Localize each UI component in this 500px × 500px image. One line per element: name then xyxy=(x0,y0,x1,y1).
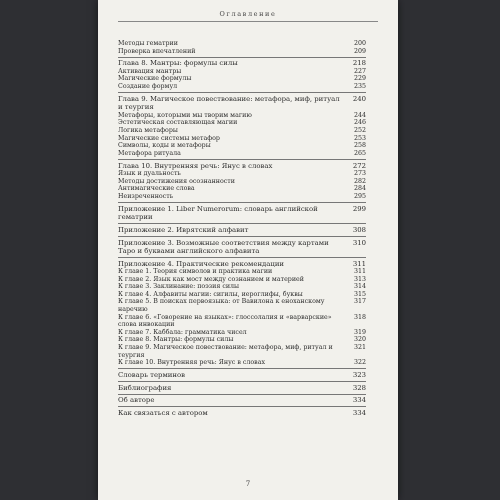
toc-entry-title: Приложение 4. Практические рекомендации xyxy=(118,259,285,268)
header-rule xyxy=(118,21,378,22)
toc-heading-row xyxy=(118,260,366,268)
toc-heading-row xyxy=(118,384,366,392)
toc-entry-title: Методы достижения осознанности xyxy=(118,177,235,185)
toc-heading-row xyxy=(118,409,366,417)
toc-entry-page: 265 xyxy=(353,149,366,157)
toc-entry-row xyxy=(118,75,366,83)
toc-entry-title: Антимагические слова xyxy=(118,185,195,193)
toc-entry-page: 322 xyxy=(353,359,366,367)
toc-entry-title: Проверка впечатлений xyxy=(118,47,196,55)
toc-entry-page: 295 xyxy=(353,192,366,200)
toc-entry-page: 308 xyxy=(352,225,366,234)
toc-entry-page: 310 xyxy=(352,238,366,247)
toc-entry-title: Неизреченность xyxy=(118,192,174,200)
toc-entry-title: Приложение 2. Иврятский алфавит xyxy=(118,225,249,234)
toc-entry-title: К главе 3. Заклинание: поэзия силы xyxy=(118,283,240,291)
toc-entry-title: К главе 7. Каббала: грамматика чисел xyxy=(118,328,247,336)
toc-heading-row xyxy=(118,371,366,379)
toc-entry-row xyxy=(118,142,366,150)
toc-heading-row xyxy=(118,95,366,112)
toc-entry-title: Активация мантры xyxy=(118,67,182,75)
toc-entry-title: Язык и дуальность xyxy=(118,170,181,178)
page-header: Оглавление xyxy=(219,10,277,18)
toc-entry-page: 235 xyxy=(353,83,366,91)
page-number: 7 xyxy=(245,480,251,488)
toc-entry-page: 246 xyxy=(353,119,366,127)
section-divider xyxy=(118,381,366,382)
toc-heading-row xyxy=(118,226,366,234)
toc-entry-page: 200 xyxy=(353,40,366,47)
toc-entry-title: К главе 2. Язык как мост между сознанием и материей xyxy=(118,275,304,283)
toc-entry-page: 321 xyxy=(353,343,366,351)
toc-entry-page: 311 xyxy=(353,268,366,276)
toc-entry-row xyxy=(118,150,366,158)
toc-entry-page: 253 xyxy=(353,134,366,142)
toc-heading-row xyxy=(118,59,366,67)
toc-entry-title: К главе 9. Магическое повествование: метафора, миф, ритуал и теургия xyxy=(118,343,333,359)
toc-entry-page: 229 xyxy=(353,75,366,83)
toc-entry-title: Магические системы метафор xyxy=(118,134,220,142)
toc-entry-page: 258 xyxy=(353,142,366,150)
toc-entry-title: Метафоры, которыми мы творим магию xyxy=(118,111,252,119)
toc-entry-page: 318 xyxy=(353,313,366,321)
toc-entry-page: 319 xyxy=(353,328,366,336)
toc-entry-title: Библиография xyxy=(118,383,172,392)
toc-entry-page: 311 xyxy=(352,259,366,268)
toc-entry-page: 314 xyxy=(353,283,366,291)
toc-heading-row xyxy=(118,239,366,256)
toc-heading-row xyxy=(118,396,366,404)
section-divider xyxy=(118,236,366,237)
toc-entry-row xyxy=(118,185,366,193)
toc-entry-page: 282 xyxy=(353,177,366,185)
toc-entry-page: 244 xyxy=(353,111,366,119)
toc-entry-title: Глава 8. Мантры: формулы силы xyxy=(118,59,238,68)
toc-entry-row xyxy=(118,127,366,135)
toc-entry-row xyxy=(118,178,366,186)
book-page xyxy=(98,0,398,500)
toc-entry-page: 299 xyxy=(352,204,366,213)
toc-entry-row xyxy=(118,336,366,344)
toc-entry-row xyxy=(118,359,366,367)
toc-entry-row xyxy=(118,283,366,291)
toc-entry-row xyxy=(118,68,366,76)
toc-entry-page: 227 xyxy=(353,67,366,75)
toc-entry-page: 272 xyxy=(352,161,366,170)
toc-entry-page: 209 xyxy=(353,47,366,55)
section-divider xyxy=(118,257,366,258)
section-divider xyxy=(118,159,366,160)
toc-entry-row xyxy=(118,329,366,337)
table-of-contents xyxy=(118,40,366,418)
toc-entry-title: Как связаться с автором xyxy=(118,409,208,418)
section-divider xyxy=(118,202,366,203)
toc-entry-row xyxy=(118,112,366,120)
toc-entry-title: К главе 5. В поисках первоязыка: от Вавилона к еноханскому наречию xyxy=(118,298,325,314)
toc-entry-row xyxy=(118,344,366,359)
toc-entry-title: Магические формулы xyxy=(118,75,192,83)
toc-entry-title: Создание формул xyxy=(118,83,178,91)
toc-entry-page: 273 xyxy=(353,170,366,178)
toc-entry-title: К главе 1. Теория символов и практика магии xyxy=(118,268,273,276)
toc-entry-row xyxy=(118,298,366,313)
toc-entry-title: К главе 4. Алфавиты магии: сигилы, иероглифы, буквы xyxy=(118,290,303,298)
section-divider xyxy=(118,92,366,93)
toc-entry-title: Символы, коды и метафоры xyxy=(118,142,211,150)
toc-entry-row xyxy=(118,135,366,143)
toc-entry-row xyxy=(118,276,366,284)
toc-entry-title: Метафора ритуала xyxy=(118,149,181,157)
toc-entry-title: Об авторе xyxy=(118,396,155,405)
toc-entry-title: К главе 8. Мантры: формулы силы xyxy=(118,336,234,344)
toc-entry-row xyxy=(118,119,366,127)
toc-entry-page: 334 xyxy=(352,396,366,405)
toc-entry-row xyxy=(118,170,366,178)
toc-entry-title: Методы гематрии xyxy=(118,40,178,47)
toc-entry-title: Словарь терминов xyxy=(118,371,186,380)
toc-entry-title: К главе 6. «Говорение на языках»: глоссолалия и «варварские» слова инвокации xyxy=(118,313,332,329)
section-divider xyxy=(118,406,366,407)
toc-entry-page: 315 xyxy=(353,290,366,298)
toc-entry-page: 284 xyxy=(353,185,366,193)
toc-entry-page: 317 xyxy=(353,298,366,306)
toc-entry-row xyxy=(118,83,366,91)
toc-entry-page: 334 xyxy=(352,409,366,418)
toc-entry-title: Приложение 1. Liber Numerorum: словарь английской гематрии xyxy=(118,204,318,222)
toc-entry-page: 323 xyxy=(352,371,366,380)
toc-entry-title: Приложение 3. Возможные соответствия между картами Таро и буквами английского алфавита xyxy=(118,238,329,255)
toc-entry-page: 218 xyxy=(352,59,366,68)
toc-entry-row xyxy=(118,291,366,299)
section-divider xyxy=(118,394,366,395)
toc-heading-row xyxy=(118,205,366,222)
toc-heading-row xyxy=(118,162,366,170)
toc-entry-page: 240 xyxy=(352,94,366,103)
toc-entry-title: Логика метафоры xyxy=(118,126,178,134)
section-divider xyxy=(118,223,366,224)
toc-entry-row xyxy=(118,48,366,56)
toc-entry-title: К главе 10. Внутренняя речь: Янус в словах xyxy=(118,359,266,367)
toc-entry-row xyxy=(118,40,366,48)
toc-entry-title: Глава 9. Магическое повествование: метафора, миф, ритуал и теургия xyxy=(118,94,340,112)
toc-entry-row xyxy=(118,193,366,201)
toc-entry-page: 313 xyxy=(353,275,366,283)
toc-entry-page: 320 xyxy=(353,336,366,344)
section-divider xyxy=(118,57,366,58)
toc-entry-row xyxy=(118,268,366,276)
section-divider xyxy=(118,368,366,369)
toc-entry-title: Эстетическая составляющая магии xyxy=(118,119,238,127)
toc-entry-title: Глава 10. Внутренняя речь: Янус в словах xyxy=(118,161,273,170)
toc-entry-page: 252 xyxy=(353,126,366,134)
toc-entry-page: 328 xyxy=(352,383,366,392)
toc-entry-row xyxy=(118,314,366,329)
